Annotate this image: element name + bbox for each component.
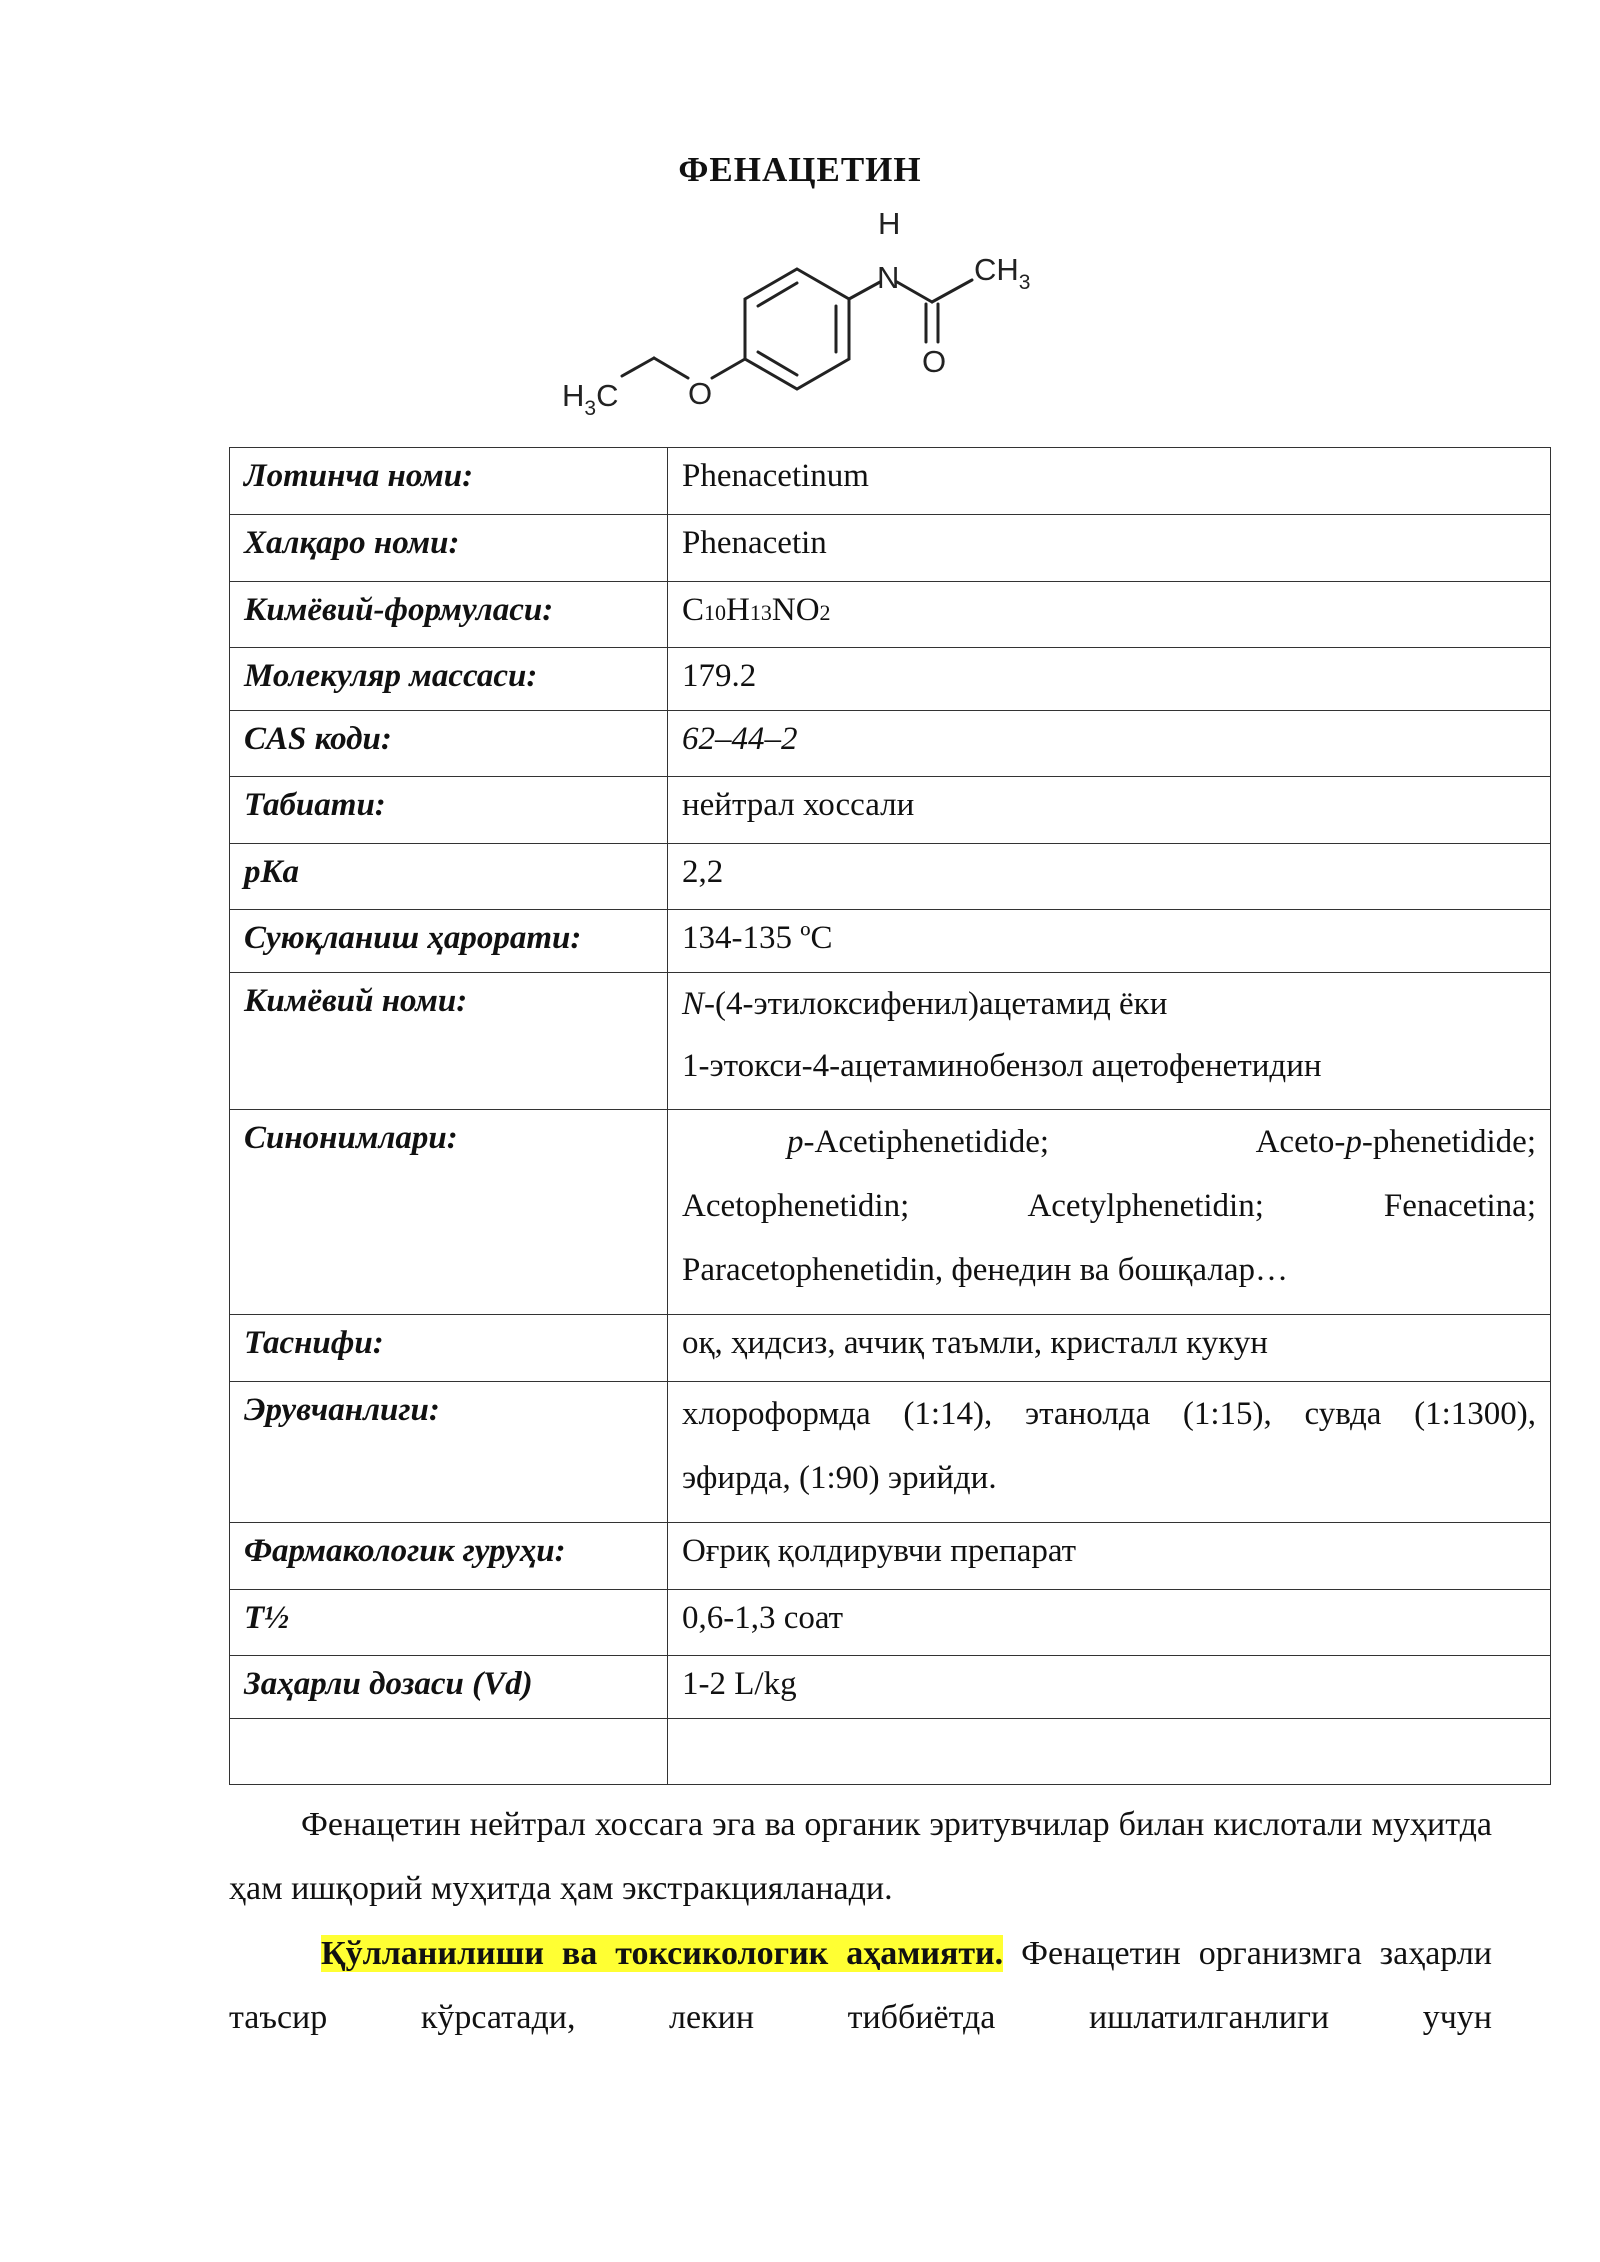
- table-row: [230, 1719, 1551, 1785]
- empty-cell: [668, 1719, 1551, 1785]
- latin-name-label: Лотинча номи:: [230, 448, 668, 515]
- pka-value: 2,2: [668, 844, 1551, 910]
- table-row: [230, 973, 1551, 1110]
- table-row: [230, 1523, 1551, 1590]
- carbonyl-oxygen-label: O: [922, 344, 947, 379]
- chemical-structure-diagram: [560, 212, 1140, 427]
- chemical-name-value: [668, 973, 1551, 1110]
- table-row: [230, 582, 1551, 648]
- pka-label: pKa: [230, 844, 668, 910]
- chemical-name-line-1: N-(4-этилоксифенил)ацетамид ёки: [682, 986, 1168, 1022]
- paragraph-2: [229, 1922, 1492, 2050]
- melting-point-label: Суюқланиш ҳарорати:: [230, 910, 668, 973]
- h3c-label: $H_3C$: [562, 378, 619, 420]
- ether-oxygen-label: O: [688, 376, 713, 411]
- synonyms-label: Синонимлари:: [230, 1110, 668, 1315]
- table-row: [230, 1590, 1551, 1656]
- solubility-line-1: хлороформда (1:14), этанолда (1:15), сувда (1:1300),: [682, 1396, 1536, 1432]
- table-row: [230, 1382, 1551, 1523]
- table-row: [230, 844, 1551, 910]
- chemical-name-label: Кимёвий номи:: [230, 973, 668, 1110]
- cas-label: CAS коди:: [230, 711, 668, 777]
- hydrogen-label: H: [878, 212, 901, 241]
- paragraph-2-text: Фенацетин организмга заҳарли таъсир кўрсатади, лекин тиббиётда ишлатилганлиги учун: [229, 1935, 1492, 2036]
- table-row: [230, 448, 1551, 515]
- intl-name-label: Халқаро номи:: [230, 515, 668, 582]
- highlighted-heading: Қўлланилиши ва токсикологик аҳамияти.: [321, 1935, 1004, 1972]
- table-row: [230, 648, 1551, 711]
- synonyms-line-1: p-Acetiphenetidide; Aceto-p-phenetidide;: [787, 1124, 1536, 1160]
- table-row: [230, 1315, 1551, 1382]
- half-life-value: 0,6-1,3 соат: [668, 1590, 1551, 1656]
- toxic-dose-value: 1-2 L/kg: [668, 1656, 1551, 1719]
- paragraph-1: Фенацетин нейтрал хоссага эга ва органик эритувчилар билан кислотали муҳитда ҳам ишқорий муҳитда ҳам экстракцияланади.: [229, 1806, 1492, 1907]
- properties-table: [229, 447, 1551, 1785]
- nitrogen-label: N: [877, 260, 900, 295]
- ch3-label: $CH_3$: [974, 252, 1031, 294]
- synonyms-line-3: Paracetophenetidin, фенедин ва бошқалар…: [682, 1252, 1288, 1288]
- table-row: [230, 1110, 1551, 1315]
- solubility-label: Эрувчанлиги:: [230, 1382, 668, 1523]
- melting-point-value: 134-135 ºC: [668, 910, 1551, 973]
- latin-name-value: Phenacetinum: [668, 448, 1551, 515]
- formula-label: Кимёвий-формуласи:: [230, 582, 668, 648]
- pharm-group-label: Фармакологик гуруҳи:: [230, 1523, 668, 1590]
- formula-value: C10H13NO2: [668, 582, 1551, 648]
- intl-name-value: Phenacetin: [668, 515, 1551, 582]
- pharm-group-value: Оғриқ қолдирувчи препарат: [668, 1523, 1551, 1590]
- nature-value: нейтрал хоссали: [668, 777, 1551, 844]
- table-row: [230, 910, 1551, 973]
- toxic-dose-label: Заҳарли дозаси (Vd): [230, 1656, 668, 1719]
- description-value: оқ, ҳидсиз, аччиқ таъмли, кристалл кукун: [668, 1315, 1551, 1382]
- chemical-name-line-2: 1-этокси-4-ацетаминобензол ацетофенетидин: [682, 1048, 1322, 1084]
- synonyms-value: [668, 1110, 1551, 1315]
- description-label: Таснифи:: [230, 1315, 668, 1382]
- solubility-value: [668, 1382, 1551, 1523]
- cas-value: 62–44–2: [668, 711, 1551, 777]
- molecular-mass-value: 179.2: [668, 648, 1551, 711]
- empty-cell: [230, 1719, 668, 1785]
- page-title: ФЕНАЦЕТИН: [678, 150, 922, 189]
- table-row: [230, 777, 1551, 844]
- molecular-mass-label: Молекуляр массаси:: [230, 648, 668, 711]
- nature-label: Табиати:: [230, 777, 668, 844]
- table-row: [230, 1656, 1551, 1719]
- table-row: [230, 515, 1551, 582]
- half-life-label: T½: [230, 1590, 668, 1656]
- synonyms-line-2: Acetophenetidin; Acetylphenetidin; Fenacetina;: [682, 1188, 1536, 1224]
- solubility-line-2: эфирда, (1:90) эрийди.: [682, 1460, 997, 1496]
- table-row: [230, 711, 1551, 777]
